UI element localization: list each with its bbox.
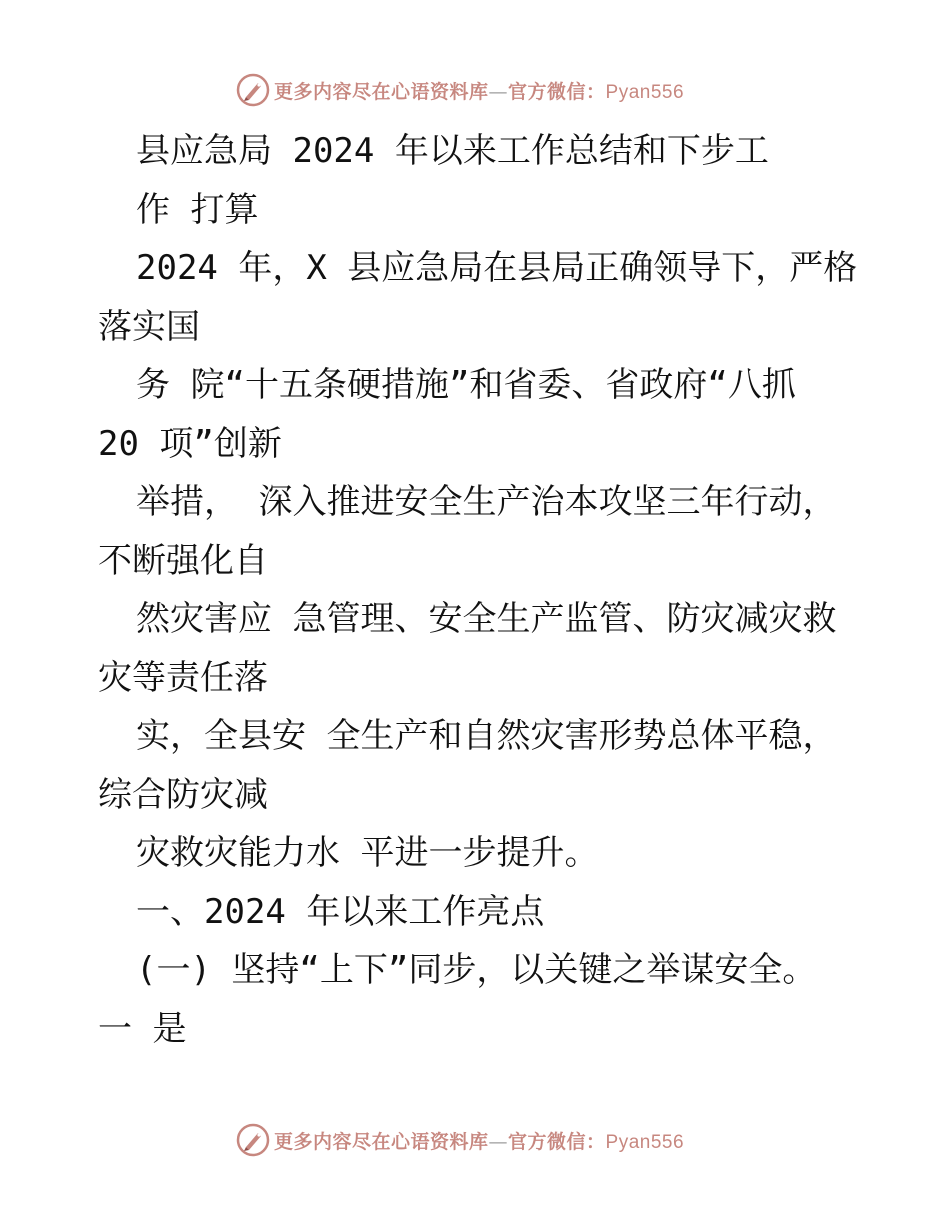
text-line: 一、2024 年以来工作亮点 — [136, 891, 545, 932]
footer-watermark — [236, 1122, 684, 1158]
text-line: 灾救灾能力水 平进一步提升。 — [136, 833, 599, 873]
watermark-wechat-label: 官方微信： — [508, 80, 606, 103]
text-line: 一 是 — [98, 1008, 187, 1049]
document-body — [98, 122, 858, 1058]
watermark-text — [274, 1127, 684, 1154]
watermark-wechat-id: Pyan556 — [605, 1131, 685, 1153]
text-line: 务 院“十五条硬措施”和省委、省政府“八抓 — [136, 365, 796, 405]
text-line: 作 打算 — [136, 189, 259, 230]
watermark-text — [274, 77, 684, 104]
pen-nib-logo-icon — [236, 73, 270, 107]
text-line: 2024 年，X 县应急局在县局正确领导下，严格 — [136, 248, 858, 288]
header-watermark — [236, 72, 684, 108]
text-line: 举措， 深入推进安全生产治本攻坚三年行动， — [136, 482, 837, 522]
text-line: (一) 坚持“上下”同步，以关键之举谋安全。 — [136, 950, 817, 990]
text-line: 综合防灾减 — [98, 774, 268, 815]
watermark-main: 更多内容尽在心语资料库 — [274, 1130, 489, 1153]
text-line: 落实国 — [98, 306, 200, 347]
watermark-wechat-id: Pyan556 — [605, 81, 685, 103]
text-line: 实，全县安 全生产和自然灾害形势总体平稳， — [136, 716, 837, 756]
text-line: 灾等责任落 — [98, 657, 268, 698]
pen-nib-logo-icon — [236, 1123, 270, 1157]
watermark-main: 更多内容尽在心语资料库 — [274, 80, 489, 103]
text-line: 不断强化自 — [98, 540, 268, 581]
watermark-separator: — — [488, 80, 509, 103]
watermark-wechat-label: 官方微信： — [508, 1130, 606, 1153]
text-line: 20 项”创新 — [98, 423, 282, 464]
watermark-separator: — — [488, 1130, 509, 1153]
text-line: 县应急局 2024 年以来工作总结和下步工 — [136, 131, 769, 171]
text-line: 然灾害应 急管理、安全生产监管、防灾减灾救 — [136, 599, 837, 639]
